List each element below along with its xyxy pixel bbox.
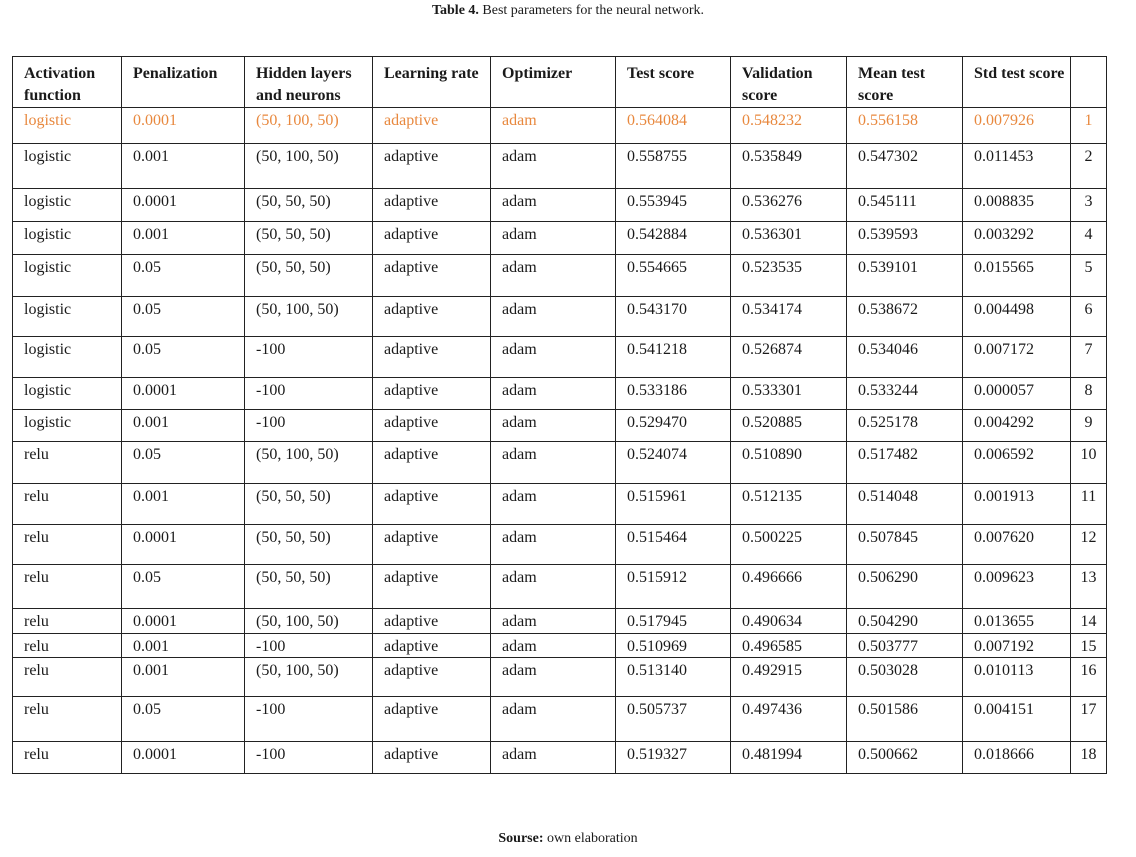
table-cell: 0.05: [122, 337, 245, 378]
column-header: Mean test score: [847, 57, 963, 108]
table-row: [13, 697, 1107, 742]
table-cell: 0.001: [122, 658, 245, 697]
table-cell: 0.505737: [616, 697, 731, 742]
rank-cell: 15: [1071, 634, 1107, 658]
table-cell: -100: [245, 337, 373, 378]
table-cell: 0.497436: [731, 697, 847, 742]
table-cell: 0.519327: [616, 742, 731, 774]
table-cell: 0.004498: [963, 297, 1071, 337]
table-cell: adaptive: [373, 634, 491, 658]
table-cell: adam: [491, 742, 616, 774]
table-cell: 0.558755: [616, 144, 731, 189]
column-header: Test score: [616, 57, 731, 108]
table-row: [13, 189, 1107, 222]
table-cell: 0.556158: [847, 108, 963, 144]
table-cell: relu: [13, 697, 122, 742]
table-cell: relu: [13, 742, 122, 774]
table-cell: logistic: [13, 337, 122, 378]
table-cell: 0.05: [122, 255, 245, 297]
table-cell: 0.543170: [616, 297, 731, 337]
source-text: own elaboration: [543, 831, 638, 846]
table-cell: 0.503028: [847, 658, 963, 697]
table-cell: adam: [491, 565, 616, 609]
column-header: Learning rate: [373, 57, 491, 108]
column-header: Std test score: [963, 57, 1071, 108]
table-cell: adaptive: [373, 108, 491, 144]
table-cell: relu: [13, 565, 122, 609]
table-row: [13, 255, 1107, 297]
table-cell: -100: [245, 697, 373, 742]
table-cell: 0.496666: [731, 565, 847, 609]
table-cell: 0.533244: [847, 378, 963, 410]
table-cell: adaptive: [373, 189, 491, 222]
table-cell: 0.533301: [731, 378, 847, 410]
table-cell: 0.007926: [963, 108, 1071, 144]
table-cell: 0.05: [122, 565, 245, 609]
table-cell: logistic: [13, 108, 122, 144]
table-row: [13, 337, 1107, 378]
table-cell: 0.548232: [731, 108, 847, 144]
table-cell: 0.538672: [847, 297, 963, 337]
table-cell: 0.525178: [847, 410, 963, 442]
table-cell: 0.001: [122, 634, 245, 658]
table-cell: adam: [491, 634, 616, 658]
table-cell: 0.510890: [731, 442, 847, 484]
table-cell: relu: [13, 484, 122, 525]
table-row: [13, 609, 1107, 634]
table-cell: 0.533186: [616, 378, 731, 410]
table-cell: 0.504290: [847, 609, 963, 634]
table-cell: 0.001: [122, 410, 245, 442]
table-cell: adam: [491, 442, 616, 484]
rank-cell: 5: [1071, 255, 1107, 297]
table-cell: (50, 50, 50): [245, 525, 373, 565]
table-cell: 0.524074: [616, 442, 731, 484]
table-cell: (50, 50, 50): [245, 222, 373, 255]
table-cell: adaptive: [373, 255, 491, 297]
rank-cell: 13: [1071, 565, 1107, 609]
table-cell: adam: [491, 108, 616, 144]
rank-cell: 14: [1071, 609, 1107, 634]
table-cell: 0.001913: [963, 484, 1071, 525]
table-cell: adam: [491, 525, 616, 565]
table-cell: (50, 50, 50): [245, 189, 373, 222]
table-cell: adam: [491, 609, 616, 634]
table-cell: 0.523535: [731, 255, 847, 297]
table-cell: 0.501586: [847, 697, 963, 742]
table-cell: 0.496585: [731, 634, 847, 658]
table-cell: adaptive: [373, 484, 491, 525]
table-cell: 0.539101: [847, 255, 963, 297]
table-cell: 0.515912: [616, 565, 731, 609]
table-cell: 0.013655: [963, 609, 1071, 634]
results-table: [12, 56, 1107, 774]
table-cell: 0.554665: [616, 255, 731, 297]
table-cell: 0.520885: [731, 410, 847, 442]
table-cell: (50, 100, 50): [245, 297, 373, 337]
table-cell: adam: [491, 297, 616, 337]
rank-cell: 6: [1071, 297, 1107, 337]
table-cell: -100: [245, 378, 373, 410]
table-cell: (50, 100, 50): [245, 609, 373, 634]
table-row: [13, 484, 1107, 525]
table-cell: (50, 100, 50): [245, 144, 373, 189]
table-cell: 0.001: [122, 484, 245, 525]
table-cell: adam: [491, 410, 616, 442]
header-row: [13, 57, 1107, 108]
table-cell: adam: [491, 337, 616, 378]
table-cell: 0.008835: [963, 189, 1071, 222]
table-cell: 0.541218: [616, 337, 731, 378]
rank-cell: 7: [1071, 337, 1107, 378]
table-cell: adam: [491, 658, 616, 697]
table-row: [13, 525, 1107, 565]
table-cell: 0.506290: [847, 565, 963, 609]
table-cell: relu: [13, 525, 122, 565]
table-cell: 0.001: [122, 144, 245, 189]
rank-cell: 18: [1071, 742, 1107, 774]
table-cell: adaptive: [373, 565, 491, 609]
table-cell: 0.007192: [963, 634, 1071, 658]
table-row: [13, 565, 1107, 609]
table-cell: 0.564084: [616, 108, 731, 144]
table-cell: 0.0001: [122, 189, 245, 222]
table-cell: relu: [13, 609, 122, 634]
table-cell: 0.514048: [847, 484, 963, 525]
table-cell: logistic: [13, 297, 122, 337]
table-cell: (50, 100, 50): [245, 442, 373, 484]
table-cell: -100: [245, 410, 373, 442]
column-header: Activation function: [13, 57, 122, 108]
table-cell: 0.006592: [963, 442, 1071, 484]
table-cell: 0.003292: [963, 222, 1071, 255]
table-cell: 0.503777: [847, 634, 963, 658]
rank-cell: 12: [1071, 525, 1107, 565]
table-cell: adam: [491, 484, 616, 525]
table-cell: 0.500225: [731, 525, 847, 565]
table-cell: logistic: [13, 255, 122, 297]
column-header: Validation score: [731, 57, 847, 108]
table-cell: 0.010113: [963, 658, 1071, 697]
table-cell: 0.0001: [122, 108, 245, 144]
column-header: Penalization: [122, 57, 245, 108]
rank-cell: 3: [1071, 189, 1107, 222]
table-cell: relu: [13, 442, 122, 484]
table-cell: 0.553945: [616, 189, 731, 222]
table-cell: 0.512135: [731, 484, 847, 525]
table-cell: 0.529470: [616, 410, 731, 442]
table-cell: adaptive: [373, 697, 491, 742]
table-cell: 0.05: [122, 697, 245, 742]
table-cell: adaptive: [373, 609, 491, 634]
table-row: [13, 442, 1107, 484]
table-cell: (50, 100, 50): [245, 658, 373, 697]
table-cell: 0.05: [122, 297, 245, 337]
table-cell: -100: [245, 634, 373, 658]
table-row: [13, 297, 1107, 337]
table-cell: 0.009623: [963, 565, 1071, 609]
table-cell: 0.004292: [963, 410, 1071, 442]
table-cell: adam: [491, 189, 616, 222]
table-cell: 0.545111: [847, 189, 963, 222]
table-cell: adaptive: [373, 525, 491, 565]
table-cell: 0.536301: [731, 222, 847, 255]
rank-cell: 10: [1071, 442, 1107, 484]
table-cell: adaptive: [373, 442, 491, 484]
table-row: [13, 378, 1107, 410]
table-cell: logistic: [13, 378, 122, 410]
table-row: [13, 108, 1107, 144]
table-cell: 0.507845: [847, 525, 963, 565]
table-cell: 0.515464: [616, 525, 731, 565]
table-cell: 0.515961: [616, 484, 731, 525]
rank-cell: 1: [1071, 108, 1107, 144]
table-cell: 0.539593: [847, 222, 963, 255]
table-cell: 0.481994: [731, 742, 847, 774]
table-cell: 0.0001: [122, 525, 245, 565]
table-cell: adam: [491, 222, 616, 255]
table-cell: adam: [491, 697, 616, 742]
table-cell: adam: [491, 255, 616, 297]
table-cell: adam: [491, 378, 616, 410]
table-cell: (50, 50, 50): [245, 484, 373, 525]
source-label: Sourse:: [498, 831, 544, 846]
column-header: [1071, 57, 1107, 108]
table-cell: 0.004151: [963, 697, 1071, 742]
table-cell: relu: [13, 634, 122, 658]
table-row: [13, 634, 1107, 658]
table-cell: 0.05: [122, 442, 245, 484]
table-cell: 0.011453: [963, 144, 1071, 189]
table-cell: 0.513140: [616, 658, 731, 697]
table-cell: logistic: [13, 189, 122, 222]
rank-cell: 16: [1071, 658, 1107, 697]
table-row: [13, 658, 1107, 697]
table-cell: 0.500662: [847, 742, 963, 774]
rank-cell: 9: [1071, 410, 1107, 442]
table-cell: 0.547302: [847, 144, 963, 189]
table-cell: 0.0001: [122, 609, 245, 634]
table-cell: 0.015565: [963, 255, 1071, 297]
table-cell: 0.018666: [963, 742, 1071, 774]
rank-cell: 8: [1071, 378, 1107, 410]
table-cell: adaptive: [373, 410, 491, 442]
table-cell: logistic: [13, 222, 122, 255]
table-cell: logistic: [13, 144, 122, 189]
table-cell: 0.526874: [731, 337, 847, 378]
table-row: [13, 410, 1107, 442]
table-cell: adaptive: [373, 222, 491, 255]
table-cell: adaptive: [373, 658, 491, 697]
rank-cell: 17: [1071, 697, 1107, 742]
table-cell: adaptive: [373, 337, 491, 378]
table-cell: 0.0001: [122, 742, 245, 774]
table-cell: 0.0001: [122, 378, 245, 410]
table-cell: 0.001: [122, 222, 245, 255]
column-header: Optimizer: [491, 57, 616, 108]
table-cell: 0.542884: [616, 222, 731, 255]
table-body: [13, 108, 1107, 774]
rank-cell: 11: [1071, 484, 1107, 525]
table-cell: 0.007172: [963, 337, 1071, 378]
table-cell: 0.534046: [847, 337, 963, 378]
table-cell: 0.517945: [616, 609, 731, 634]
table-cell: (50, 100, 50): [245, 108, 373, 144]
table-cell: 0.536276: [731, 189, 847, 222]
table-cell: 0.510969: [616, 634, 731, 658]
table-cell: 0.517482: [847, 442, 963, 484]
table-cell: (50, 50, 50): [245, 255, 373, 297]
table-cell: adaptive: [373, 742, 491, 774]
table-cell: adaptive: [373, 144, 491, 189]
table-cell: logistic: [13, 410, 122, 442]
table-cell: adaptive: [373, 378, 491, 410]
table-cell: 0.007620: [963, 525, 1071, 565]
table-cell: (50, 50, 50): [245, 565, 373, 609]
caption-label: Table 4.: [431, 3, 479, 18]
table-cell: 0.535849: [731, 144, 847, 189]
table-cell: 0.534174: [731, 297, 847, 337]
rank-cell: 2: [1071, 144, 1107, 189]
table-row: [13, 742, 1107, 774]
table-cell: 0.000057: [963, 378, 1071, 410]
table-cell: adaptive: [373, 297, 491, 337]
table-cell: relu: [13, 658, 122, 697]
table-row: [13, 144, 1107, 189]
caption-text: Best parameters for the neural network.: [478, 3, 705, 18]
table-row: [13, 222, 1107, 255]
table-cell: 0.492915: [731, 658, 847, 697]
rank-cell: 4: [1071, 222, 1107, 255]
column-header: Hidden layers and neurons: [245, 57, 373, 108]
table-caption: [0, 3, 1136, 19]
table-cell: adam: [491, 144, 616, 189]
source-note: [0, 831, 1136, 847]
table-cell: -100: [245, 742, 373, 774]
table-cell: 0.490634: [731, 609, 847, 634]
